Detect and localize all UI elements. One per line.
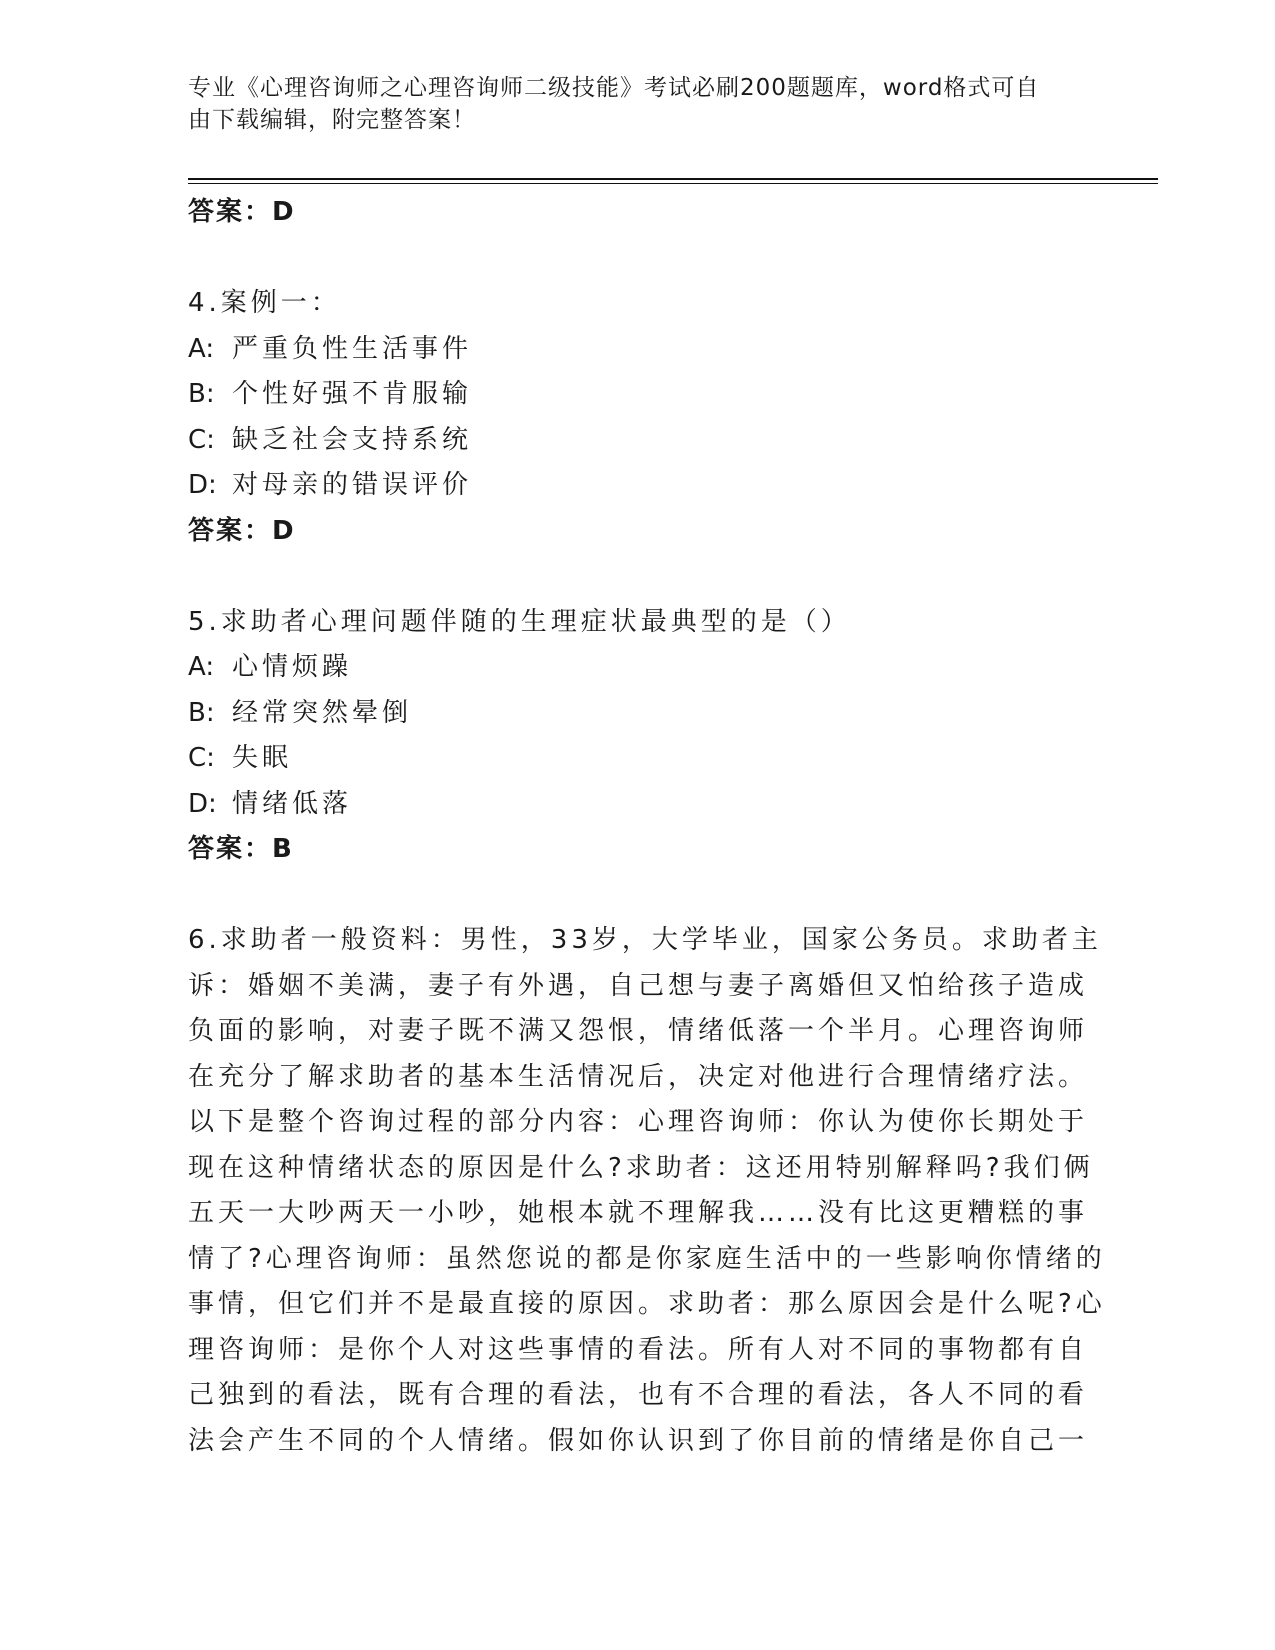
question-6-line: 五天一大吵两天一小吵，她根本就不理解我……没有比这更糟糕的事 — [188, 1198, 1089, 1228]
answer-q3: 答案：D — [188, 197, 296, 227]
question-6-body — [188, 918, 1106, 1464]
question-6-line: 情了?心理咨询师：虽然您说的都是你家庭生活中的一些影响你情绪的 — [188, 1243, 1106, 1274]
question-5-option-b — [188, 691, 1078, 737]
option-key: D: — [188, 788, 217, 819]
option-key: A: — [188, 652, 215, 682]
option-text: 对母亲的错误评价 — [232, 470, 473, 500]
question-6-line: 诉：婚姻不美满，妻子有外遇，自己想与妻子离婚但又怕给孩子造成 — [188, 970, 1089, 1001]
question-5-title: 5.求助者心理问题伴随的生理症状最典型的是（） — [188, 606, 851, 637]
option-text: 严重负性生活事件 — [232, 333, 473, 364]
question-6-line: 理咨询师：是你个人对这些事情的看法。所有人对不同的事物都有自 — [188, 1334, 1089, 1365]
question-5-option-d — [188, 782, 1078, 828]
header-rule-thick — [188, 178, 1158, 180]
header-line-2: 由下载编辑，附完整答案！ — [188, 107, 476, 133]
option-text: 心情烦躁 — [232, 652, 353, 682]
option-text: 情绪低落 — [232, 788, 353, 819]
question-4-option-a — [188, 327, 1078, 373]
spacer — [188, 554, 1078, 600]
answer-q4: 答案：D — [188, 515, 296, 546]
option-key: A: — [188, 333, 215, 364]
question-4-option-b — [188, 372, 1078, 418]
document-header — [188, 72, 1068, 136]
question-6-line: 现在这种情绪状态的原因是什么?求助者：这还用特别解释吗?我们俩 — [188, 1152, 1094, 1183]
option-key: C: — [188, 743, 215, 773]
option-text: 个性好强不肯服输 — [232, 379, 473, 409]
question-6-line: 以下是整个咨询过程的部分内容：心理咨询师：你认为使你长期处于 — [188, 1107, 1089, 1137]
question-6-line: 己独到的看法，既有合理的看法，也有不合理的看法，各人不同的看 — [188, 1380, 1089, 1410]
spacer — [188, 236, 1078, 282]
question-6-line: 法会产生不同的个人情绪。假如你认识到了你目前的情绪是你自己一 — [188, 1425, 1089, 1456]
question-6-line: 6.求助者一般资料：男性，33岁，大学毕业，国家公务员。求助者主 — [188, 925, 1102, 955]
question-5-option-a — [188, 645, 1078, 691]
option-text: 经常突然晕倒 — [232, 697, 413, 728]
question-6-line: 在充分了解求助者的基本生活情况后，决定对他进行合理情绪疗法。 — [188, 1061, 1089, 1092]
question-5-option-c — [188, 736, 1078, 782]
answer-q5: 答案：B — [188, 834, 294, 864]
question-6-line: 负面的影响，对妻子既不满又怨恨，情绪低落一个半月。心理咨询师 — [188, 1016, 1089, 1046]
option-text: 缺乏社会支持系统 — [232, 424, 473, 455]
question-4-title: 4.案例一： — [188, 288, 341, 318]
header-line-1: 专业《心理咨询师之心理咨询师二级技能》考试必刷200题题库，word格式可自 — [188, 75, 1040, 101]
option-key: B: — [188, 379, 215, 409]
question-4-option-c — [188, 418, 1078, 464]
option-key: C: — [188, 424, 215, 455]
option-text: 失眠 — [232, 743, 293, 773]
option-key: B: — [188, 697, 215, 728]
header-rule-thin — [188, 183, 1158, 184]
option-key: D: — [188, 470, 217, 500]
question-4-option-d — [188, 463, 1078, 509]
question-6-line: 事情，但它们并不是最直接的原因。求助者：那么原因会是什么呢?心 — [188, 1289, 1106, 1319]
spacer — [188, 873, 1078, 919]
document-body — [188, 190, 1106, 1464]
